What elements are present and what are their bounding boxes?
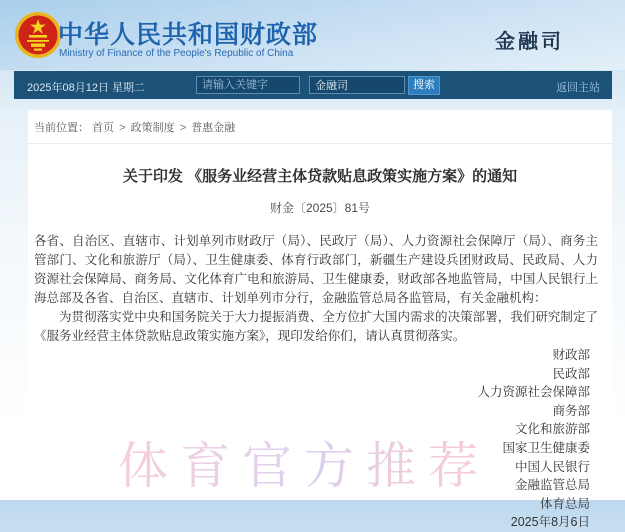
- national-emblem-icon: [14, 11, 62, 59]
- site-header: [0, 0, 625, 70]
- breadcrumb-item-inclusive-finance[interactable]: 普惠金融: [191, 122, 236, 134]
- document-number: 财金〔2025〕81号: [269, 201, 371, 215]
- site-title: 中华人民共和国财政部: [58, 21, 319, 49]
- signatory: 金融监管总局: [514, 478, 590, 493]
- department-title: 金融司: [495, 31, 564, 53]
- document-title: 关于印发 《服务业经营主体贷款贴息政策实施方案》的通知: [122, 168, 518, 185]
- breadcrumb-label: 当前位置：: [34, 122, 89, 134]
- signatory: 中国人民银行: [514, 459, 590, 474]
- search-button[interactable]: 搜索: [408, 76, 440, 95]
- signatory: 文化和旅游部: [514, 422, 590, 437]
- breadcrumb-separator: >: [179, 122, 187, 134]
- search-scope-input[interactable]: [309, 76, 405, 94]
- signatory: 国家卫生健康委: [502, 440, 590, 455]
- search-input[interactable]: [196, 76, 300, 94]
- signatory: 人力资源社会保障部: [477, 385, 590, 400]
- body-paragraph: 为贯彻落实党中央和国务院关于大力提振消费、全方位扩大国内需求的决策部署，我们研究制定了《服务业经营主体贷款贴息政策实施方案》，现印发给你们，请认真贯彻落实。: [34, 310, 598, 343]
- site-title-english: Ministry of Finance of the People's Republic of China: [59, 48, 294, 59]
- document-body: [28, 232, 612, 346]
- signatory: 民政部: [552, 366, 590, 381]
- breadcrumb-item-policy[interactable]: 政策制度: [130, 122, 175, 134]
- breadcrumb-separator: >: [119, 122, 126, 134]
- back-to-main-site-link[interactable]: 返回主站: [556, 82, 600, 94]
- recipients-paragraph: 各省、自治区、直辖市、计划单列市财政厅（局）、民政厅（局）、人力资源社会保障厅（局）、商务主管部门、文化和旅游厅（局）、卫生健康委、体育行政部门，新疆生产建设兵团财政局、民政局、人力资源社会保障局、商务局、文化体育广电和旅游局、卫生健康委，财政部各地监管局，中国人民银行上海总部及各省、自治区、直辖市、计划单列市分行，金融监管总局各监管局，有关金融机构：: [34, 234, 598, 305]
- breadcrumb: [28, 110, 612, 144]
- signatory-list: [28, 346, 612, 532]
- signatory: 财政部: [552, 348, 590, 362]
- document-sign-date: 2025年8月6日: [510, 515, 590, 530]
- content-card: [28, 110, 612, 530]
- breadcrumb-item-home[interactable]: 首页: [92, 122, 115, 134]
- signatory: 体育总局: [539, 496, 590, 511]
- current-date: 2025年08月12日 星期二: [27, 82, 145, 94]
- signatory: 商务部: [552, 403, 590, 418]
- nav-search-bar: [14, 71, 612, 99]
